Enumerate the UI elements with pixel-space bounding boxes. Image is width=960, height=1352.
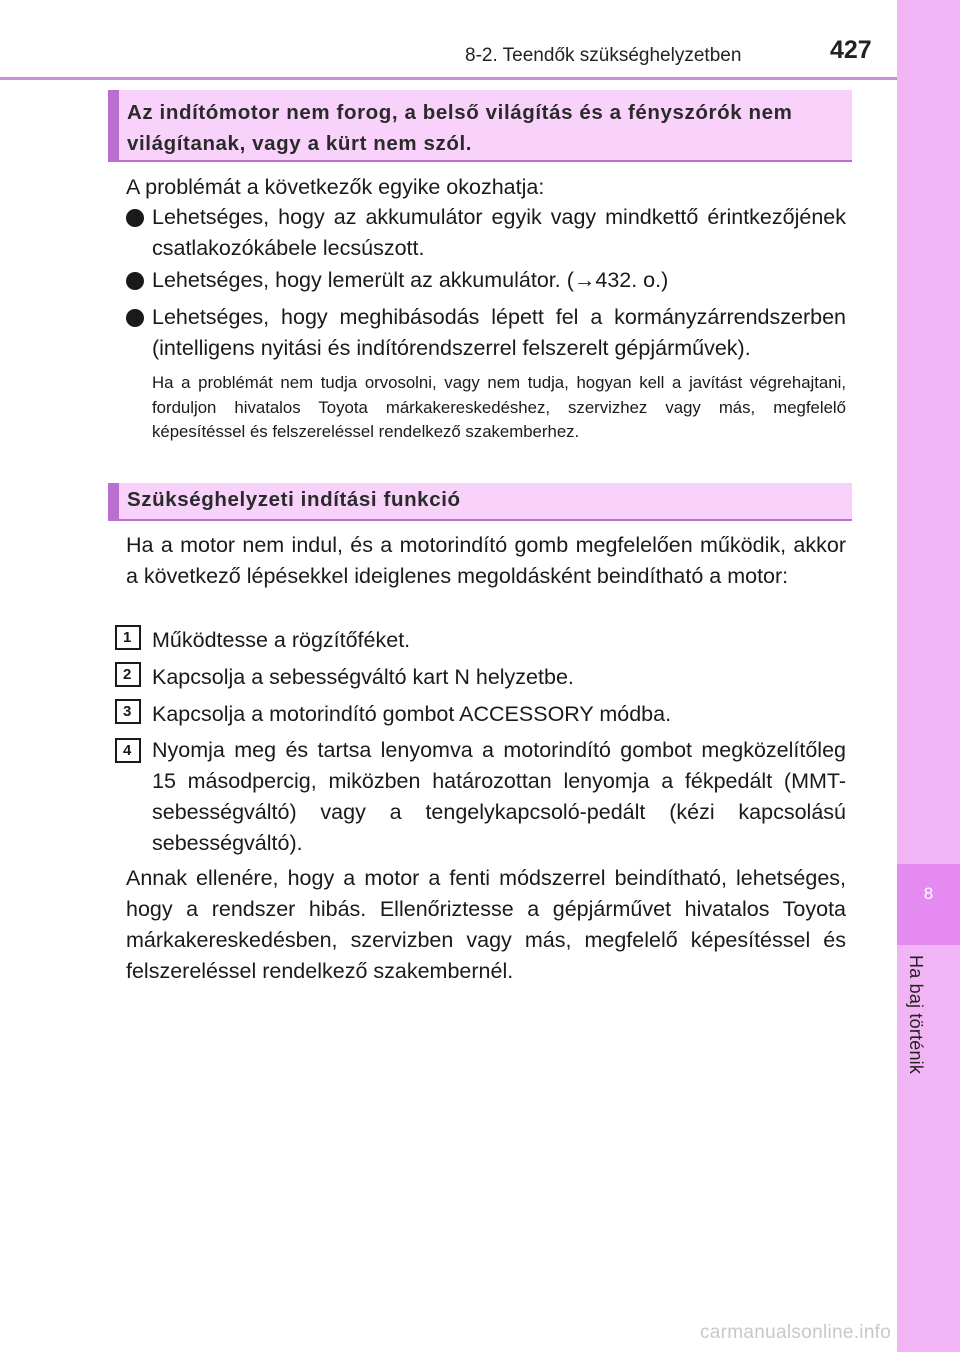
bullet-icon	[126, 309, 144, 327]
step-text-2: Kapcsolja a sebességváltó kart N helyzetbe.	[152, 665, 574, 689]
chapter-label: Ha baj történik	[906, 955, 926, 1075]
header-divider	[0, 77, 897, 80]
bullet-item-1: Lehetséges, hogy az akkumulátor egyik vagy mindkettő érintkezőjének csatlakozókábele lecsúszott.	[152, 205, 846, 260]
bullet-icon	[126, 272, 144, 290]
section-heading-emergency-start: Szükséghelyzeti indítási funkció	[108, 483, 852, 521]
running-header-title: 8-2. Teendők szükséghelyzetben	[465, 45, 742, 66]
bullet-item-3: Lehetséges, hogy meghibásodás lépett fel a kormányzárrendszerben (intelligens nyitási és indítórendszerrel felszerelt gépjárművek).	[152, 305, 846, 360]
step-number-1: 1	[115, 625, 141, 650]
section1-note: Ha a problémát nem tudja orvosolni, vagy nem tudja, hogyan kell a javítást végrehajtani, forduljon hivatalos Toyota márkakereskedéshez, szervizhez vagy más, megfelelő képesítéssel és felszereléssel rendelkező szakemberhez.	[152, 373, 846, 441]
watermark: carmanualsonline.info	[700, 1322, 892, 1343]
section2-intro: Ha a motor nem indul, és a motorindító gomb megfelelően működik, akkor a következő lépésekkel ideiglenes megoldásként beindítható a motor:	[126, 533, 846, 588]
page-number: 427	[830, 36, 872, 64]
section1-intro: A problémát a következők egyike okozhatja:	[126, 175, 545, 199]
step-text-4: Nyomja meg és tartsa lenyomva a motorindító gombot megközelítőleg 15 másodpercig, miközben határozottan lenyomja a fékpedált (MMT-sebességváltó) vagy a tengelykapcsoló-pedált (kézi kapcsolású sebességváltó).	[152, 738, 846, 855]
step-number-2: 2	[115, 662, 141, 687]
step-number-4: 4	[115, 738, 141, 763]
step-number-3: 3	[115, 699, 141, 724]
chapter-side-tab	[897, 0, 960, 1352]
section-heading-starter: Az indítómotor nem forog, a belső világítás és a fényszórók nem világítanak, vagy a kürt nem szól.	[108, 90, 852, 162]
step-text-3: Kapcsolja a motorindító gombot ACCESSORY módba.	[152, 702, 672, 726]
section2-closing: Annak ellenére, hogy a motor a fenti módszerrel beindítható, lehetséges, hogy a rendszer hibás. Ellenőriztesse a gépjárművet hivatalos Toyota márkakereskedésben, szervizben vagy más, megfelelő képesítéssel és felszereléssel rendelkező szakembernél.	[126, 866, 846, 983]
chapter-number-tab	[897, 864, 960, 945]
bullet-item-2: Lehetséges, hogy lemerült az akkumulátor. (→432. o.)	[152, 268, 669, 292]
step-text-1: Működtesse a rögzítőféket.	[152, 628, 411, 652]
bullet-icon	[126, 209, 144, 227]
chapter-number: 8	[923, 884, 934, 903]
